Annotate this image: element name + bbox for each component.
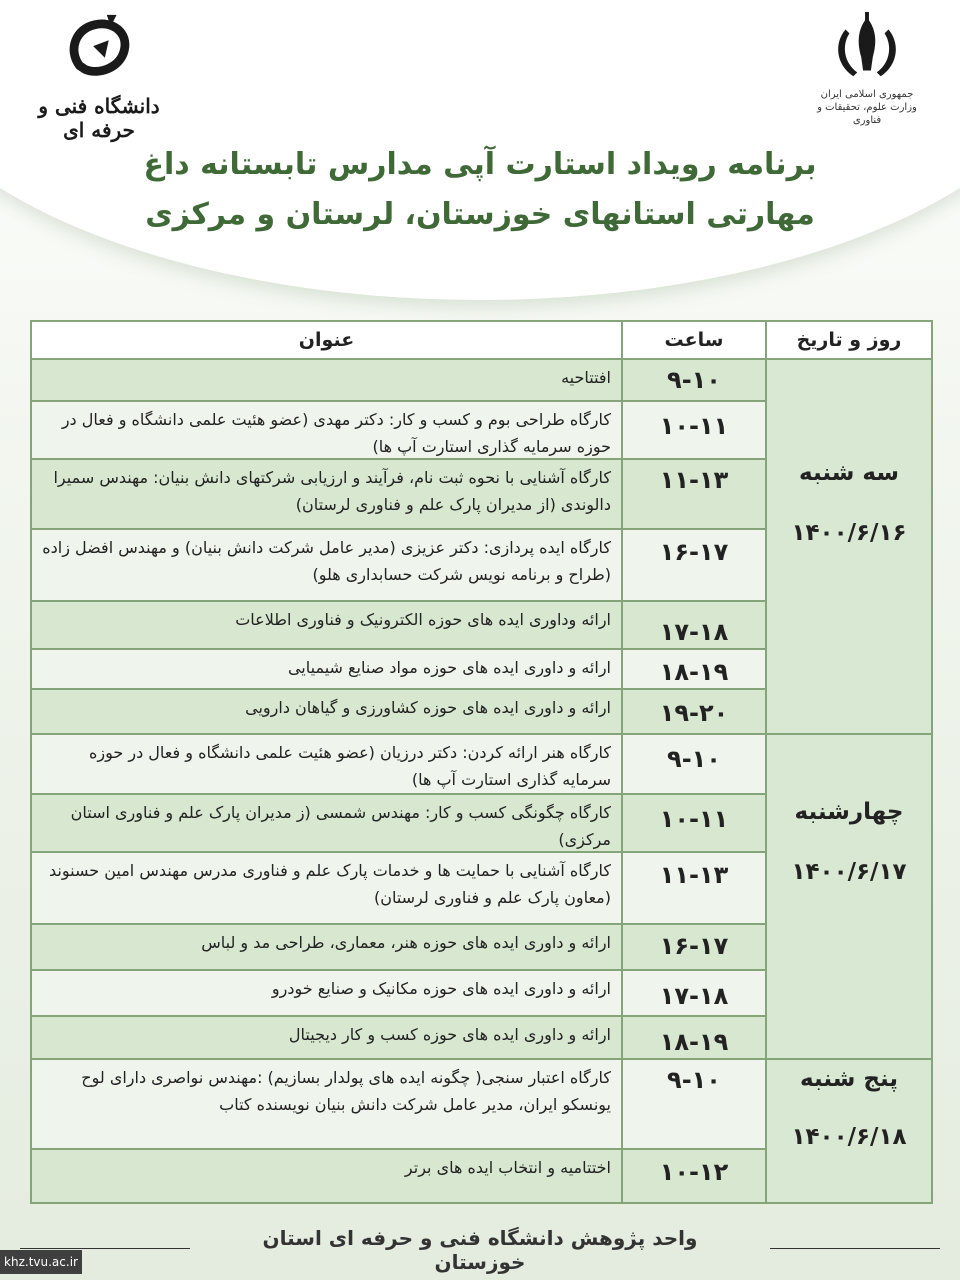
day-name: پنج شنبه <box>800 1066 898 1092</box>
time-cell: ۹-۱۰ <box>622 734 766 794</box>
topic-cell: ارائه وداوری ایده های حوزه الکترونیک و فناوری اطلاعات <box>31 601 622 649</box>
footer <box>0 1218 960 1274</box>
time-cell: ۱۱-۱۳ <box>622 459 766 529</box>
column-header-day-date: روز و تاریخ <box>766 321 932 359</box>
topic-cell: ارائه و داوری ایده های حوزه مواد صنایع شیمیایی <box>31 649 622 689</box>
footer-text: واحد پژوهش دانشگاه فنی و حرفه ای استان خوزستان <box>262 1226 698 1274</box>
day-cell-wednesday <box>766 734 932 1059</box>
time-cell: ۱۷-۱۸ <box>622 601 766 649</box>
topic-cell: ارائه و داوری ایده های حوزه کسب و کار دیجیتال <box>31 1016 622 1059</box>
day-cell-tuesday <box>766 359 932 734</box>
time-cell: ۱۱-۱۳ <box>622 852 766 924</box>
topic-cell: ارائه و داوری ایده های حوزه هنر، معماری، طراحی مد و لباس <box>31 924 622 970</box>
topic-cell: کارگاه ایده پردازی: دکتر عزیزی (مدیر عامل شرکت دانش بنیان) و مهندس افضل زاده (طراح و برنامه نویس شرکت حسابداری هلو) <box>31 529 622 601</box>
footer-divider-left <box>20 1248 190 1249</box>
time-cell: ۱۰-۱۲ <box>622 1149 766 1203</box>
day-cell-thursday <box>766 1059 932 1203</box>
time-cell: ۱۰-۱۱ <box>622 794 766 852</box>
emblem-caption-country: جمهوری اسلامی ایران <box>820 89 914 100</box>
time-cell: ۹-۱۰ <box>622 359 766 401</box>
university-logo <box>14 10 184 140</box>
day-date: ۱۴۰۰/۶/۱۷ <box>791 859 907 885</box>
topic-cell: کارگاه هنر ارائه کردن: دکتر درزیان (عضو هئیت علمی دانشگاه و فعال در حوزه سرمایه گذاری استارت آپ ها) <box>31 734 622 794</box>
header <box>0 0 960 300</box>
university-name: دانشگاه فنی و حرفه ای <box>38 94 160 142</box>
column-header-time: ساعت <box>622 321 766 359</box>
site-watermark: khz.tvu.ac.ir <box>0 1250 82 1274</box>
iran-emblem-icon <box>828 10 906 88</box>
topic-cell: کارگاه آشنایی با نحوه ثبت نام، فرآیند و ارزیابی شرکتهای دانش بنیان: مهندس سمیرا دالوندی (از مدیران پارک علم و فناوری لرستان) <box>31 459 622 529</box>
topic-cell: کارگاه طراحی بوم و کسب و کار: دکتر مهدی (عضو هئیت علمی دانشگاه و فعال در حوزه سرمایه گذاری استارت آپ ها) <box>31 401 622 459</box>
day-name: سه شنبه <box>799 460 899 486</box>
topic-cell: افتتاحیه <box>31 359 622 401</box>
schedule-table <box>30 320 933 1204</box>
time-cell: ۱۰-۱۱ <box>622 401 766 459</box>
day-name: چهارشنبه <box>794 799 904 825</box>
topic-cell: ارائه و داوری ایده های حوزه کشاورزی و گیاهان دارویی <box>31 689 622 734</box>
time-cell: ۱۹-۲۰ <box>622 689 766 734</box>
time-cell: ۹-۱۰ <box>622 1059 766 1149</box>
time-cell: ۱۸-۱۹ <box>622 649 766 689</box>
time-cell: ۱۶-۱۷ <box>622 529 766 601</box>
day-date: ۱۴۰۰/۶/۱۸ <box>791 1124 907 1150</box>
emblem-caption-ministry: وزارت علوم، تحقیقات و فناوری <box>817 102 917 126</box>
footer-divider-right <box>770 1248 940 1249</box>
university-logo-icon <box>60 10 138 90</box>
page-title-line-2: مهارتی استانهای خوزستان، لرستان و مرکزی <box>145 197 815 232</box>
time-cell: ۱۸-۱۹ <box>622 1016 766 1059</box>
topic-cell: کارگاه آشنایی با حمایت ها و خدمات پارک علم و فناوری مدرس مهندس امین حسنوند (معاون پارک علم و فناوری لرستان) <box>31 852 622 924</box>
iran-emblem-logo <box>802 10 932 130</box>
day-date: ۱۴۰۰/۶/۱۶ <box>791 520 907 546</box>
time-cell: ۱۷-۱۸ <box>622 970 766 1016</box>
topic-cell: کارگاه چگونگی کسب و کار: مهندس شمسی (ز مدیران پارک علم و فناوری استان مرکزی) <box>31 794 622 852</box>
time-cell: ۱۶-۱۷ <box>622 924 766 970</box>
topic-cell: کارگاه اعتبار سنجی( چگونه ایده های پولدار بسازیم) :مهندس نواصری دارای لوح یونسکو ایران، مدیر عامل شرکت دانش بنیان نویسنده کتاب <box>31 1059 622 1149</box>
page-title-line-1: برنامه رویداد استارت آپی مدارس تابستانه داغ <box>143 147 817 182</box>
topic-cell: اختتامیه و انتخاب ایده های برتر <box>31 1149 622 1203</box>
topic-cell: ارائه و داوری ایده های حوزه مکانیک و صنایع خودرو <box>31 970 622 1016</box>
column-header-topic: عنوان <box>31 321 622 359</box>
